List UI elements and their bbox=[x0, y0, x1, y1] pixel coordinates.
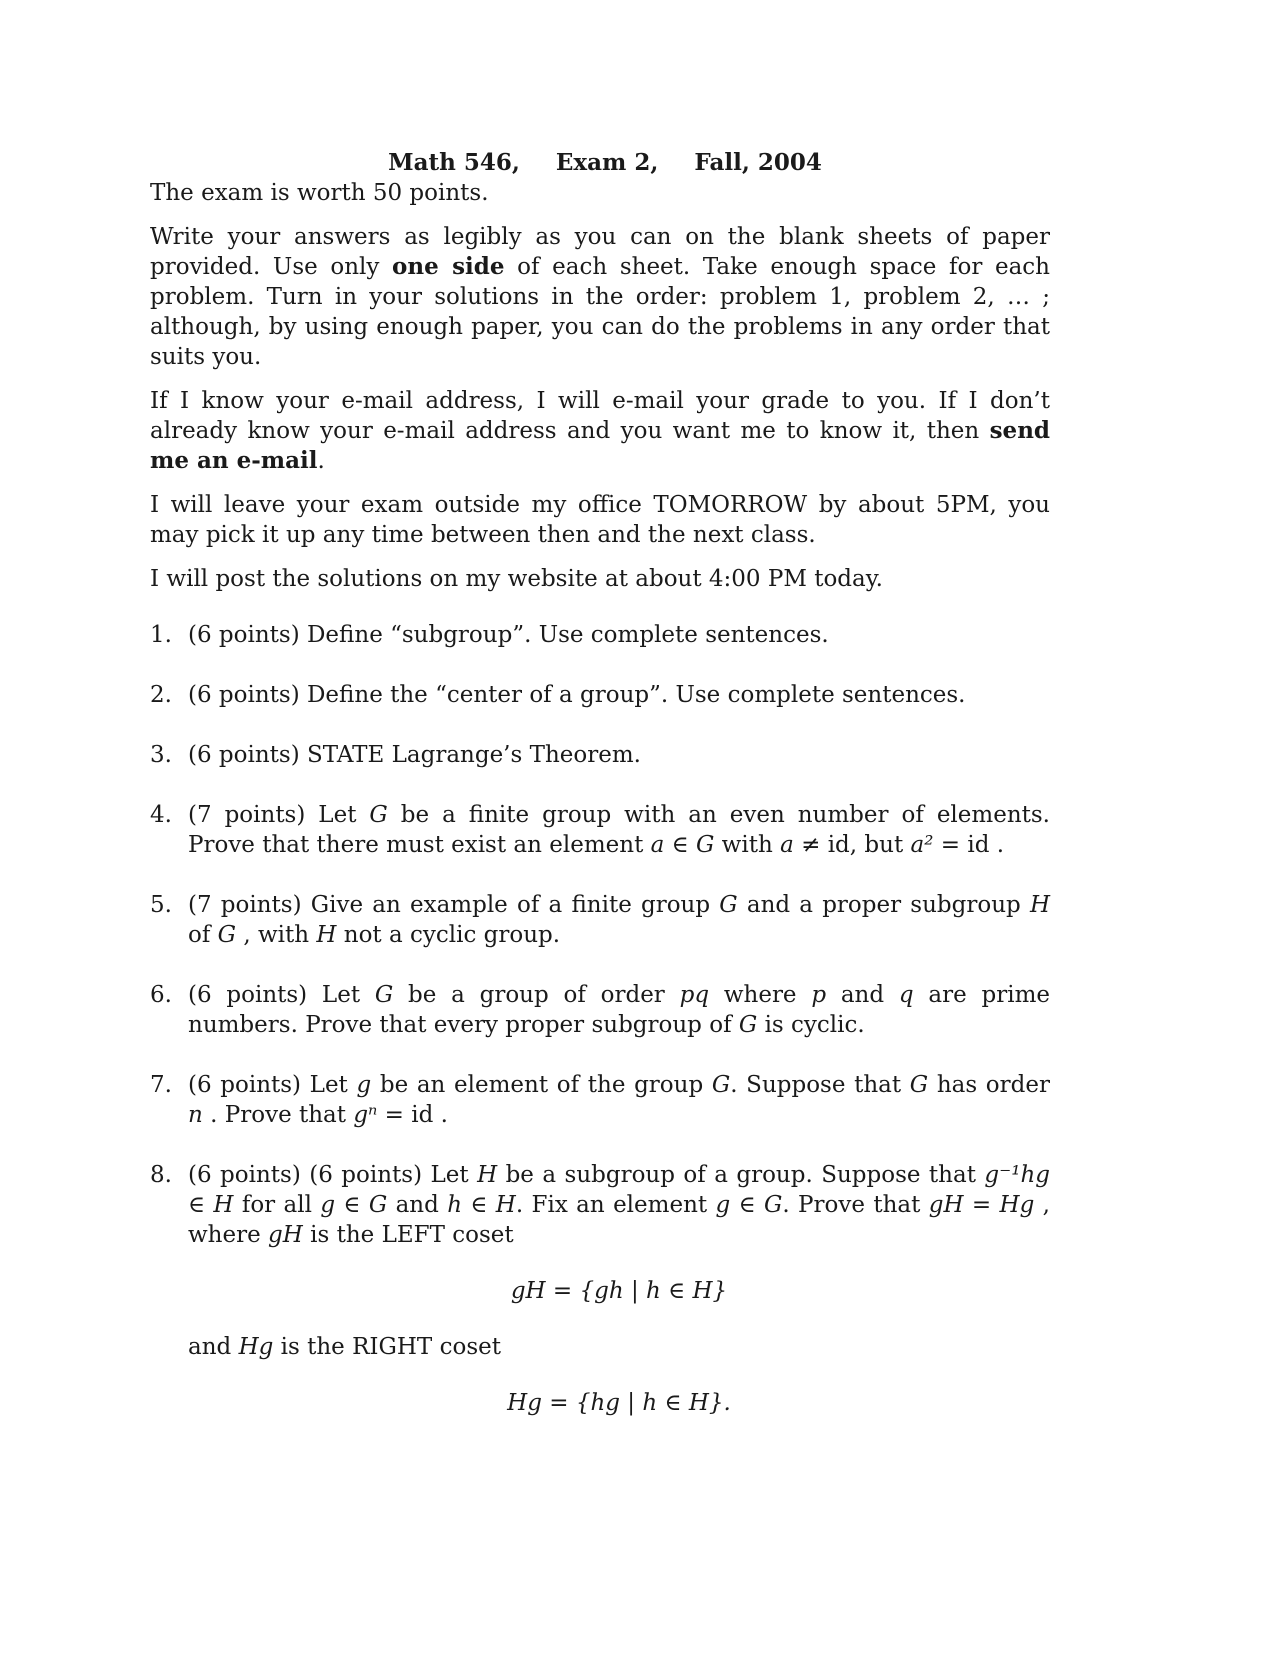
problem-text: with bbox=[714, 832, 781, 858]
math-expression: g ∈ G bbox=[715, 1192, 783, 1218]
math-symbol: G bbox=[738, 1012, 758, 1038]
exam-page bbox=[150, 148, 1050, 1448]
problem-text: for all bbox=[233, 1192, 321, 1218]
problem-4 bbox=[150, 800, 1050, 860]
problem-text: is the RIGHT coset bbox=[273, 1334, 501, 1360]
problem-text: . Prove that bbox=[202, 1102, 354, 1128]
problem-text: . bbox=[989, 832, 1005, 858]
math-id: id bbox=[411, 1102, 434, 1128]
instr-text-1: Write your answers as legibly as you can on the blank sheets of paper provided. Use only bbox=[150, 224, 1050, 280]
problem-number: 7. bbox=[150, 1072, 172, 1098]
problem-text: (6 points) Define “subgroup”. Use complete sentences. bbox=[188, 622, 829, 648]
problem-text: . Suppose that bbox=[730, 1072, 910, 1098]
problem-2 bbox=[150, 680, 1050, 710]
right-coset-formula: Hg = {hg | h ∈ H}. bbox=[507, 1390, 731, 1416]
math-symbol: G bbox=[217, 922, 237, 948]
math-symbol: g bbox=[356, 1072, 372, 1098]
math-symbol: G bbox=[909, 1072, 929, 1098]
problem-7 bbox=[150, 1070, 1050, 1130]
instr-text-2: of each sheet. Take enough space for each problem. Turn in your solutions in the order: problem 1, problem 2, … ; although, by using enough paper, you can do the problems in any order that suits you. bbox=[150, 254, 1050, 370]
math-symbol: H bbox=[316, 922, 337, 948]
problem-number: 6. bbox=[150, 982, 172, 1008]
math-expression: gH = Hg bbox=[928, 1192, 1035, 1218]
problem-text: (7 points) Give an example of a finite group bbox=[188, 892, 720, 918]
math-symbol: G bbox=[374, 982, 394, 1008]
problem-text: are prime numbers. Prove that every proper subgroup of bbox=[188, 982, 1050, 1038]
math-symbol: q bbox=[898, 982, 914, 1008]
problem-text: (6 points) Let bbox=[188, 1072, 357, 1098]
problem-text: has order bbox=[928, 1072, 1050, 1098]
worth-line: The exam is worth 50 points. bbox=[150, 180, 489, 206]
problem-text: , but bbox=[849, 832, 911, 858]
problem-text: be a finite group with an even number of elements. Prove that there must exist an element bbox=[188, 802, 1050, 858]
math-id: id bbox=[827, 832, 850, 858]
problem-text: of bbox=[188, 922, 218, 948]
solutions-paragraph: I will post the solutions on my website at about 4:00 PM today. bbox=[150, 566, 883, 592]
math-expression: a² = bbox=[910, 832, 968, 858]
problem-text: (6 points) STATE Lagrange’s Theorem. bbox=[188, 742, 641, 768]
left-coset-formula: gH = {gh | h ∈ H} bbox=[510, 1278, 728, 1304]
problem-text: and a proper subgroup bbox=[737, 892, 1030, 918]
problem-text: . Prove that bbox=[782, 1192, 929, 1218]
math-id: id bbox=[967, 832, 990, 858]
problem-text: (6 points) (6 points) Let bbox=[188, 1162, 478, 1188]
problem-text: be an element of the group bbox=[371, 1072, 712, 1098]
math-symbol: Hg bbox=[238, 1334, 274, 1360]
problem-text: and bbox=[387, 1192, 448, 1218]
math-expression: a ∈ G bbox=[650, 832, 715, 858]
math-symbol: pq bbox=[679, 982, 710, 1008]
math-expression: g ∈ G bbox=[320, 1192, 388, 1218]
math-symbol: H bbox=[1029, 892, 1050, 918]
problem-text: , with bbox=[236, 922, 317, 948]
email-paragraph bbox=[150, 386, 1050, 476]
problem-text: (6 points) Define the “center of a group”. Use complete sentences. bbox=[188, 682, 966, 708]
math-expression: g⁻¹hg ∈ H bbox=[188, 1162, 1050, 1218]
problem-text: . bbox=[433, 1102, 448, 1128]
title-exam: Exam 2, bbox=[555, 149, 659, 176]
email-text-2: . bbox=[317, 448, 325, 474]
instr-bold-one-side: one side bbox=[392, 253, 505, 280]
problem-8 bbox=[150, 1160, 1050, 1418]
problem-text: (7 points) Let bbox=[188, 802, 370, 828]
problem-text: where bbox=[709, 982, 812, 1008]
title-term: Fall, 2004 bbox=[694, 149, 822, 176]
problem-text: not a cyclic group. bbox=[336, 922, 561, 948]
problem-number: 3. bbox=[150, 742, 172, 768]
problem-text: is cyclic. bbox=[757, 1012, 865, 1038]
problem-list bbox=[150, 620, 1050, 1418]
math-symbol: G bbox=[711, 1072, 731, 1098]
math-expression: gⁿ = bbox=[353, 1102, 412, 1128]
math-symbol: p bbox=[811, 982, 827, 1008]
problem-6 bbox=[150, 980, 1050, 1040]
problem-text: is the LEFT coset bbox=[302, 1222, 514, 1248]
math-symbol: G bbox=[369, 802, 388, 828]
math-symbol: H bbox=[477, 1162, 498, 1188]
problem-text: (6 points) Let bbox=[188, 982, 375, 1008]
problem-text: and bbox=[188, 1334, 239, 1360]
problem-text: be a group of order bbox=[393, 982, 680, 1008]
problem-text: . Fix an element bbox=[515, 1192, 716, 1218]
problem-5 bbox=[150, 890, 1050, 950]
email-bold: send me an e-mail bbox=[150, 417, 1050, 474]
math-expression: h ∈ H bbox=[447, 1192, 516, 1218]
title-course: Math 546, bbox=[388, 149, 520, 176]
instructions-paragraph bbox=[150, 222, 1050, 372]
math-symbol: G bbox=[719, 892, 738, 918]
right-coset-intro bbox=[188, 1332, 1050, 1362]
problem-number: 2. bbox=[150, 682, 172, 708]
exam-title bbox=[150, 148, 1050, 178]
problem-number: 4. bbox=[150, 802, 172, 828]
email-text-1: If I know your e-mail address, I will e-mail your grade to you. If I don’t already know your e-mail address and you want me to know it, then bbox=[150, 388, 1050, 444]
problem-number: 5. bbox=[150, 892, 172, 918]
pickup-paragraph: I will leave your exam outside my office TOMORROW by about 5PM, you may pick it up any time between then and the next class. bbox=[150, 492, 1050, 548]
problem-number: 1. bbox=[150, 622, 172, 648]
problem-3 bbox=[150, 740, 1050, 770]
math-expression: a ≠ bbox=[780, 832, 828, 858]
math-symbol: n bbox=[188, 1102, 203, 1128]
problem-text: be a subgroup of a group. Suppose that bbox=[497, 1162, 985, 1188]
math-symbol: gH bbox=[268, 1222, 303, 1248]
problem-1 bbox=[150, 620, 1050, 650]
problem-text: and bbox=[826, 982, 899, 1008]
problem-text: , where bbox=[188, 1192, 1050, 1248]
problem-number: 8. bbox=[150, 1162, 172, 1188]
